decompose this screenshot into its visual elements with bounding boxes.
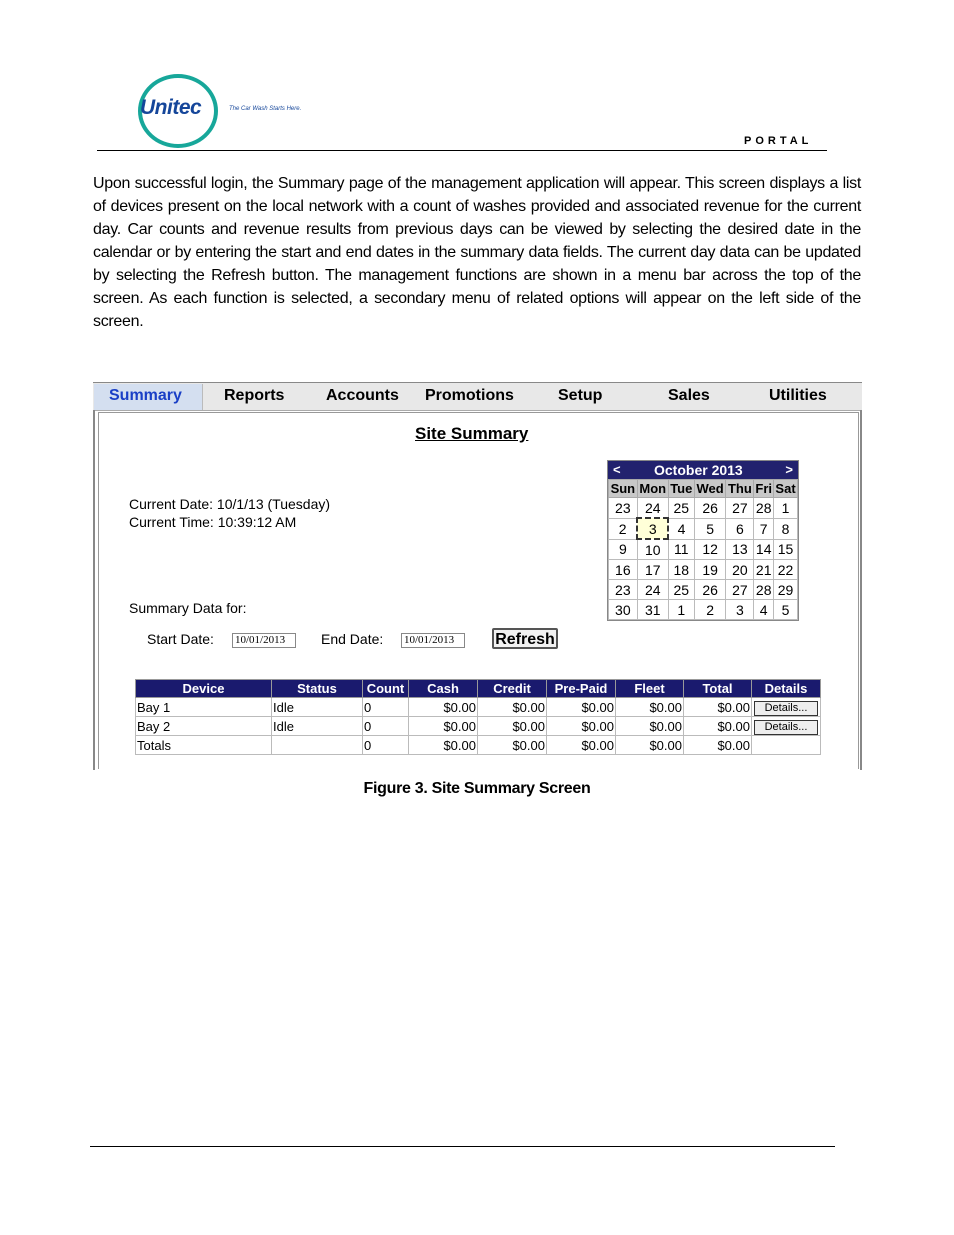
weekday-label: Thu [726,480,754,498]
details-button[interactable]: Details... [754,720,818,735]
start-date-label: Start Date: [147,631,214,647]
table-cell: Bay 2 [136,717,272,736]
calendar-day[interactable]: 8 [774,518,798,539]
table-row [136,698,821,717]
table-cell: $0.00 [478,736,547,755]
calendar-week [609,560,798,580]
col-count: Count [363,680,409,698]
calendar-day[interactable]: 28 [754,498,774,519]
calendar-day[interactable]: 9 [609,539,638,560]
calendar-week [609,580,798,600]
calendar-day[interactable]: 15 [774,539,798,560]
site-summary-screenshot [93,382,862,770]
calendar-day[interactable]: 12 [694,539,726,560]
weekday-label: Fri [755,481,773,496]
weekday-label: Wed [694,480,726,498]
calendar-day[interactable]: 28 [754,580,774,600]
table-cell: $0.00 [684,736,752,755]
menu-accounts[interactable]: Accounts [326,387,399,404]
logo-tagline: The Car Wash Starts Here. [229,106,302,112]
weekday-label: Tue [670,481,693,496]
start-date-field[interactable]: 10/01/2013 [232,633,296,648]
table-cell: $0.00 [547,736,616,755]
table-cell: 0 [363,698,409,717]
menu-bar [93,382,862,411]
calendar-day[interactable]: 2 [609,518,638,539]
summary-table [135,679,821,755]
figure-caption: Figure 3. Site Summary Screen [363,780,591,797]
intro-paragraph: Upon successful login, the Summary page of the management application will appear. This screen displays a list of devices present on the local network with a count of washes provided and associated revenue for the current day. Car counts and revenue results from previous days can be viewed by selecting the desired date in the calendar or by entering the start and end dates in the summary data fields. The current day data can be updated by selecting the Refresh button. The management functions are shown in a menu bar across the top of the screen. As each function is selected, a secondary menu of related options will appear on the left side of the screen. [93,175,861,330]
calendar-day[interactable]: 14 [754,539,774,560]
table-cell: $0.00 [547,717,616,736]
table-cell: $0.00 [616,698,684,717]
details-cell [752,698,821,717]
calendar-day[interactable]: 4 [668,518,694,539]
col-fleet: Fleet [616,680,684,698]
menu-reports[interactable]: Reports [224,387,285,404]
calendar-day[interactable]: 27 [726,580,754,600]
calendar-week [609,518,798,539]
table-cell: $0.00 [684,717,752,736]
calendar-day[interactable]: 5 [774,600,798,620]
calendar-prev-icon[interactable]: < [613,462,621,477]
table-cell: $0.00 [616,717,684,736]
calendar [607,460,799,621]
frame-left-edge [93,410,95,770]
calendar-day[interactable]: 19 [694,560,726,580]
table-cell [272,736,363,755]
calendar-week [609,498,798,519]
table-cell: $0.00 [409,736,478,755]
col-details: Details [752,680,821,698]
calendar-day[interactable]: 7 [754,518,774,539]
calendar-month: October 2013 [654,462,743,478]
col-status: Status [272,680,363,698]
table-cell: Totals [136,736,272,755]
calendar-day[interactable]: 22 [774,560,798,580]
calendar-day[interactable]: 18 [668,560,694,580]
page-title: Site Summary [415,424,529,443]
menu-utilities[interactable]: Utilities [769,387,827,404]
calendar-day[interactable]: 25 [668,498,694,519]
table-cell: $0.00 [478,698,547,717]
col-credit: Credit [478,680,547,698]
weekday-label: Mon [637,480,668,498]
calendar-day[interactable]: 3 [637,518,668,539]
table-cell: 0 [363,736,409,755]
current-time: Current Time: 10:39:12 AM [129,514,297,530]
details-cell [752,717,821,736]
header-section-label: PORTAL [744,135,813,147]
frame-right-edge [860,410,862,770]
end-date-label: End Date: [321,631,384,647]
table-cell: Bay 1 [136,698,272,717]
menu-sales[interactable]: Sales [668,387,710,404]
unitec-logo: Unitec [138,74,218,146]
calendar-day[interactable]: 20 [726,560,754,580]
calendar-day[interactable]: 24 [637,498,668,519]
calendar-day[interactable]: 1 [668,600,694,620]
table-cell: $0.00 [409,698,478,717]
calendar-day[interactable]: 26 [694,580,726,600]
calendar-day[interactable]: 23 [609,580,638,600]
weekday-label: Sat [775,481,796,496]
footer-divider [90,1146,835,1147]
refresh-button[interactable]: Refresh [492,628,558,649]
header-divider [97,150,827,151]
calendar-day[interactable]: 21 [754,560,774,580]
calendar-day[interactable]: 27 [726,498,754,519]
calendar-day[interactable]: 1 [774,498,798,519]
calendar-day[interactable]: 24 [637,580,668,600]
table-cell: Idle [272,698,363,717]
calendar-next-icon[interactable]: > [785,462,793,477]
calendar-day[interactable]: 31 [637,600,668,620]
calendar-day[interactable]: 16 [609,560,638,580]
table-cell: 0 [363,717,409,736]
end-date-field[interactable]: 10/01/2013 [401,633,465,648]
calendar-week [609,600,798,620]
calendar-day[interactable]: 30 [609,600,638,620]
calendar-day[interactable]: 11 [668,539,694,560]
calendar-day[interactable]: 5 [694,518,726,539]
calendar-day[interactable]: 26 [694,498,726,519]
calendar-day[interactable]: 2 [694,600,726,620]
calendar-day[interactable]: 13 [726,539,754,560]
summary-data-label: Summary Data for: [129,600,247,616]
calendar-grid [608,479,798,620]
calendar-day[interactable]: 25 [668,580,694,600]
calendar-day[interactable]: 29 [774,580,798,600]
table-cell: $0.00 [478,717,547,736]
table-row [136,717,821,736]
col-prepaid: Pre-Paid [547,680,616,698]
table-cell: $0.00 [684,698,752,717]
details-cell [752,736,821,755]
menu-promotions[interactable]: Promotions [425,387,514,404]
menu-setup[interactable]: Setup [558,387,603,404]
calendar-day[interactable]: 3 [726,600,754,620]
calendar-header [608,461,798,479]
weekday-label: Sun [609,480,638,498]
calendar-day[interactable]: 4 [754,600,774,620]
details-button[interactable]: Details... [754,701,818,716]
table-cell: $0.00 [409,717,478,736]
menu-summary[interactable]: Summary [109,387,182,404]
col-total: Total [684,680,752,698]
table-cell: $0.00 [616,736,684,755]
calendar-day[interactable]: 23 [609,498,638,519]
current-date: Current Date: 10/1/13 (Tuesday) [129,496,331,512]
table-row [136,736,821,755]
calendar-week [609,539,798,560]
calendar-day[interactable]: 10 [637,539,668,560]
table-cell: $0.00 [547,698,616,717]
table-cell: Idle [272,717,363,736]
calendar-day[interactable]: 17 [637,560,668,580]
col-device: Device [136,680,272,698]
calendar-day[interactable]: 6 [726,518,754,539]
col-cash: Cash [409,680,478,698]
